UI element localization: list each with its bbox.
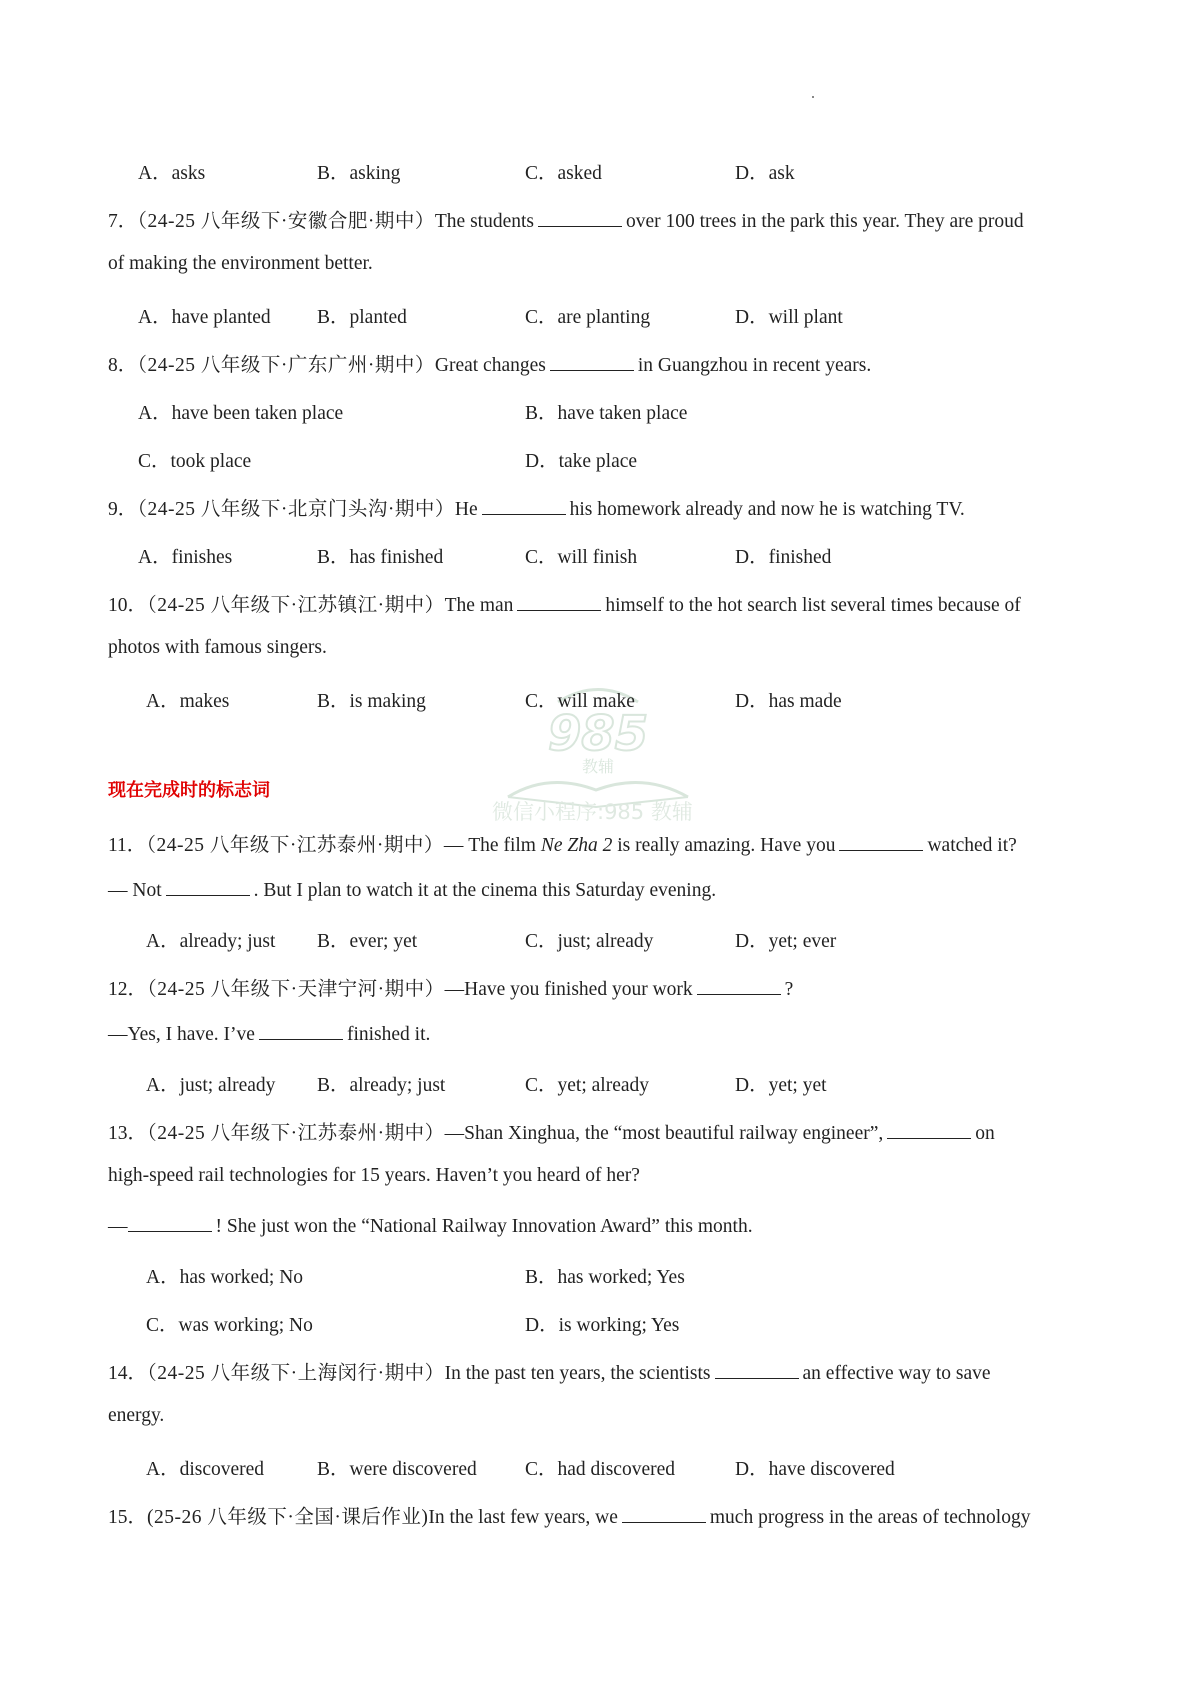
q14-stem-line2: energy.: [108, 1405, 165, 1426]
section-title: 现在完成时的标志词: [108, 780, 270, 801]
q8-number: 8．: [108, 355, 138, 376]
q9-text-pre: He: [454, 499, 478, 520]
q7-stem-line2: of making the environment better.: [108, 253, 373, 274]
q11-source: （24-25 八年级下·江苏泰州·期中）: [146, 835, 444, 856]
q15-blank[interactable]: [622, 1504, 706, 1523]
q14-text-pre: In the past ten years, the scientists: [444, 1363, 711, 1384]
q9-stem: [108, 493, 965, 521]
q6-option-c[interactable]: C．asked: [525, 163, 602, 184]
q8-text-pre: Great changes: [434, 355, 546, 376]
q13-stem-line3: [108, 1213, 753, 1238]
q13-option-a[interactable]: A．has worked; No: [146, 1267, 304, 1288]
q7-option-d[interactable]: D．will plant: [735, 307, 843, 328]
q8-option-d[interactable]: D．take place: [525, 451, 638, 472]
q10-stem-line2: photos with famous singers.: [108, 637, 327, 658]
q7-blank[interactable]: [538, 208, 622, 227]
stray-mark: [812, 96, 814, 98]
q10-blank[interactable]: [517, 592, 601, 611]
q11-text-mid: is really amazing. Have you: [612, 835, 836, 856]
q11-text-post: watched it?: [927, 835, 1017, 856]
q12-stem-line2: [108, 1021, 430, 1046]
q11-blank-2[interactable]: [166, 877, 250, 896]
q7-stem: [108, 205, 1024, 233]
q11-stem: [108, 829, 1017, 857]
q7-option-a[interactable]: A．have planted: [138, 307, 271, 328]
q9-option-d[interactable]: D．finished: [735, 547, 832, 568]
q14-option-a[interactable]: A．discovered: [146, 1459, 265, 1480]
q14-option-b[interactable]: B．were discovered: [317, 1459, 477, 1480]
q15-source: (25-26 八年级下·全国·课后作业): [147, 1507, 429, 1528]
q8-option-c[interactable]: C．took place: [138, 451, 252, 472]
q12-option-b[interactable]: B．already; just: [317, 1075, 446, 1096]
q13-source: （24-25 八年级下·江苏泰州·期中）: [147, 1123, 445, 1144]
q12-text-pre: —Have you finished your work: [444, 979, 693, 1000]
q8-option-a[interactable]: A．have been taken place: [138, 403, 344, 424]
q7-source: （24-25 八年级下·安徽合肥·期中）: [137, 211, 435, 232]
q10-option-c[interactable]: C．will make: [525, 691, 635, 712]
q9-text-post: his homework already and now he is watching TV.: [569, 499, 965, 520]
q14-option-d[interactable]: D．have discovered: [735, 1459, 895, 1480]
q12-option-d[interactable]: D．yet; yet: [735, 1075, 827, 1096]
q13-line3-post: ! She just won the “National Railway Innovation Award” this month.: [215, 1216, 753, 1237]
q12-number: 12．: [108, 979, 148, 1000]
q12-text-post: ?: [784, 979, 794, 1000]
q9-option-a[interactable]: A．finishes: [138, 547, 233, 568]
q9-blank[interactable]: [482, 496, 566, 515]
q10-text-post: himself to the hot search list several times because of: [605, 595, 1021, 616]
q13-text-post: on: [975, 1123, 995, 1144]
q12-line2-post: finished it.: [346, 1024, 431, 1045]
q15-text-post: much progress in the areas of technology: [709, 1507, 1031, 1528]
q15-text-pre: In the last few years, we: [428, 1507, 618, 1528]
q11-option-a[interactable]: A．already; just: [146, 931, 276, 952]
q10-option-b[interactable]: B．is making: [317, 691, 426, 712]
q6-option-d[interactable]: D．ask: [735, 163, 795, 184]
q6-option-a[interactable]: A．asks: [138, 163, 206, 184]
q9-option-c[interactable]: C．will finish: [525, 547, 638, 568]
q8-text-post: in Guangzhou in recent years.: [637, 355, 872, 376]
q11-number: 11．: [108, 835, 147, 856]
q11-option-d[interactable]: D．yet; ever: [735, 931, 837, 952]
q13-stem: [108, 1117, 995, 1145]
q9-option-b[interactable]: B．has finished: [317, 547, 444, 568]
q10-number: 10．: [108, 595, 148, 616]
q7-option-c[interactable]: C．are planting: [525, 307, 651, 328]
q13-option-d[interactable]: D．is working; Yes: [525, 1315, 680, 1336]
q14-number: 14．: [108, 1363, 148, 1384]
q12-line2-pre: —Yes, I have. I’ve: [108, 1024, 255, 1045]
q14-text-post: an effective way to save: [802, 1363, 991, 1384]
q8-option-b[interactable]: B．have taken place: [525, 403, 688, 424]
q12-option-a[interactable]: A．just; already: [146, 1075, 276, 1096]
q12-blank-1[interactable]: [697, 976, 781, 995]
q13-blank-2[interactable]: [128, 1213, 212, 1232]
q10-source: （24-25 八年级下·江苏镇江·期中）: [147, 595, 445, 616]
q11-blank-1[interactable]: [839, 832, 923, 851]
q13-line3-pre: —: [108, 1216, 128, 1237]
q12-option-c[interactable]: C．yet; already: [525, 1075, 649, 1096]
q8-source: （24-25 八年级下·广东广州·期中）: [137, 355, 435, 376]
q14-stem: [108, 1357, 991, 1385]
q7-number: 7．: [108, 211, 138, 232]
q10-text-pre: The man: [444, 595, 514, 616]
watermark-number: 985: [547, 706, 649, 762]
watermark-label: 教辅: [581, 757, 615, 776]
q14-blank[interactable]: [715, 1360, 799, 1379]
q12-stem: [108, 973, 793, 1001]
q15-stem: [108, 1501, 1030, 1529]
q12-source: （24-25 八年级下·天津宁河·期中）: [147, 979, 445, 1000]
q7-text-pre: The students: [434, 211, 534, 232]
q15-number: 15．: [108, 1507, 148, 1528]
q14-option-c[interactable]: C．had discovered: [525, 1459, 676, 1480]
q13-number: 13．: [108, 1123, 148, 1144]
q13-option-b[interactable]: B．has worked; Yes: [525, 1267, 685, 1288]
q11-stem-line2: [108, 877, 716, 902]
q13-blank-1[interactable]: [887, 1120, 971, 1139]
q11-text-pre: — The film: [443, 835, 541, 856]
q13-option-c[interactable]: C．was working; No: [146, 1315, 313, 1336]
q11-option-b[interactable]: B．ever; yet: [317, 931, 418, 952]
q13-text-pre: —Shan Xinghua, the “most beautiful railway engineer”,: [444, 1123, 884, 1144]
q10-option-d[interactable]: D．has made: [735, 691, 842, 712]
q11-line2-pre: — Not: [108, 880, 162, 901]
q11-option-c[interactable]: C．just; already: [525, 931, 654, 952]
q10-option-a[interactable]: A．makes: [146, 691, 230, 712]
q11-line2-post: . But I plan to watch it at the cinema this Saturday evening.: [253, 880, 717, 901]
q8-stem: [108, 349, 871, 377]
q14-source: （24-25 八年级下·上海闵行·期中）: [147, 1363, 445, 1384]
q7-text-post: over 100 trees in the park this year. They are proud: [625, 211, 1024, 232]
q9-source: （24-25 八年级下·北京门头沟·期中）: [137, 499, 455, 520]
q7-option-b[interactable]: B．planted: [317, 307, 407, 328]
q11-film-title: Ne Zha 2: [540, 835, 613, 856]
q6-option-b[interactable]: B．asking: [317, 163, 401, 184]
q9-number: 9．: [108, 499, 138, 520]
watermark-text: 微信小程序:985 教辅: [492, 800, 693, 824]
q12-blank-2[interactable]: [259, 1021, 343, 1040]
q10-stem: [108, 589, 1021, 617]
q8-blank[interactable]: [550, 352, 634, 371]
q13-stem-line2: high-speed rail technologies for 15 years. Haven’t you heard of her?: [108, 1165, 640, 1186]
